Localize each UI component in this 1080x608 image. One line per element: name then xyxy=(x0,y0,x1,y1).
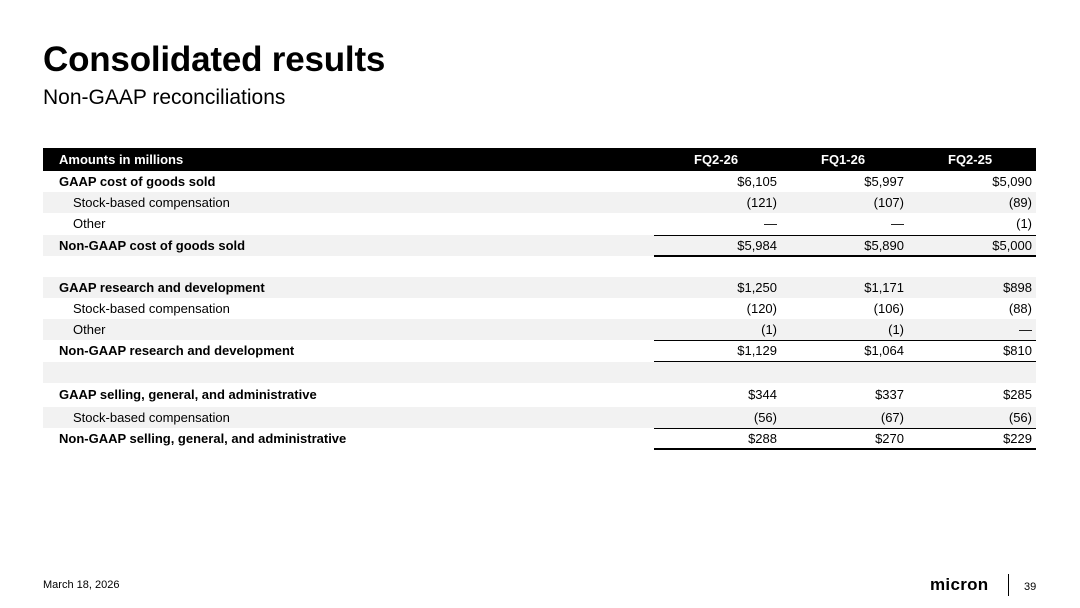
table-row xyxy=(43,192,1036,213)
row-value: $898 xyxy=(1003,279,1032,295)
row-value: (1) xyxy=(1016,216,1032,232)
table-row xyxy=(43,213,1036,234)
row-value: $810 xyxy=(1003,343,1032,359)
slide-subtitle: Non-GAAP reconciliations xyxy=(43,86,286,109)
table-row xyxy=(43,383,1036,407)
row-value: (107) xyxy=(873,195,904,211)
table-header xyxy=(43,148,1036,171)
row-value: $5,997 xyxy=(864,174,904,190)
row-value: $337 xyxy=(875,387,904,402)
row-value: $1,064 xyxy=(864,343,904,359)
row-value: $5,090 xyxy=(992,174,1032,190)
row-value: $1,250 xyxy=(737,279,777,295)
table-row xyxy=(43,298,1036,319)
row-label: GAAP cost of goods sold xyxy=(59,174,216,190)
row-value: — xyxy=(764,216,777,232)
slide-title: Consolidated results xyxy=(43,40,386,79)
row-value: (1) xyxy=(761,322,777,338)
row-value: (56) xyxy=(1008,409,1032,425)
row-label: Stock-based compensation xyxy=(73,409,230,425)
page-number: 39 xyxy=(1024,581,1037,593)
row-value: (106) xyxy=(873,301,904,317)
row-value: $1,129 xyxy=(737,343,777,359)
row-label: Other xyxy=(73,216,106,232)
table-row-total xyxy=(43,235,1036,256)
row-value: (56) xyxy=(753,409,777,425)
row-value: (120) xyxy=(746,301,777,317)
total-top-rule xyxy=(654,340,1036,341)
table-row xyxy=(43,277,1036,298)
row-label: Other xyxy=(73,322,106,338)
footer-date: March 18, 2026 xyxy=(43,579,120,591)
row-value: (88) xyxy=(1008,301,1032,317)
row-value: (89) xyxy=(1008,195,1032,211)
row-value: $270 xyxy=(875,430,904,446)
row-value: $5,984 xyxy=(737,237,777,253)
micron-logo: micron xyxy=(930,575,989,594)
reconciliation-table xyxy=(43,148,1036,449)
row-label: Non-GAAP cost of goods sold xyxy=(59,237,246,253)
row-value: $288 xyxy=(748,430,777,446)
row-label: Stock-based compensation xyxy=(73,195,230,211)
row-value: — xyxy=(1019,322,1032,338)
header-amounts: Amounts in millions xyxy=(59,152,184,167)
table-row-total xyxy=(43,428,1036,449)
row-label: GAAP selling, general, and administrative xyxy=(59,387,317,402)
total-bottom-rule xyxy=(654,448,1036,450)
header-fq2-25: FQ2-25 xyxy=(948,152,993,167)
total-top-rule xyxy=(654,428,1036,429)
header-fq2-26: FQ2-26 xyxy=(694,152,739,167)
total-top-rule xyxy=(654,235,1036,236)
table-row xyxy=(43,319,1036,340)
spacer-row xyxy=(43,362,1036,383)
row-value: — xyxy=(891,216,904,232)
row-label: GAAP research and development xyxy=(59,279,265,295)
table-row-total xyxy=(43,340,1036,361)
table-row xyxy=(43,171,1036,192)
row-value: $285 xyxy=(1003,387,1032,402)
row-value: (121) xyxy=(746,195,777,211)
table-row xyxy=(43,407,1036,428)
row-value: $1,171 xyxy=(864,279,904,295)
row-label: Stock-based compensation xyxy=(73,301,230,317)
row-label: Non-GAAP selling, general, and administrative xyxy=(59,430,347,446)
footer-divider xyxy=(1008,574,1009,596)
spacer-row xyxy=(43,256,1036,277)
header-fq1-26: FQ1-26 xyxy=(821,152,866,167)
row-value: $344 xyxy=(748,387,777,402)
row-value: $229 xyxy=(1003,430,1032,446)
row-value: $5,890 xyxy=(864,237,904,253)
row-value: $5,000 xyxy=(992,237,1032,253)
row-value: $6,105 xyxy=(737,174,777,190)
row-value: (1) xyxy=(888,322,904,338)
row-label: Non-GAAP research and development xyxy=(59,343,295,359)
row-value: (67) xyxy=(880,409,904,425)
